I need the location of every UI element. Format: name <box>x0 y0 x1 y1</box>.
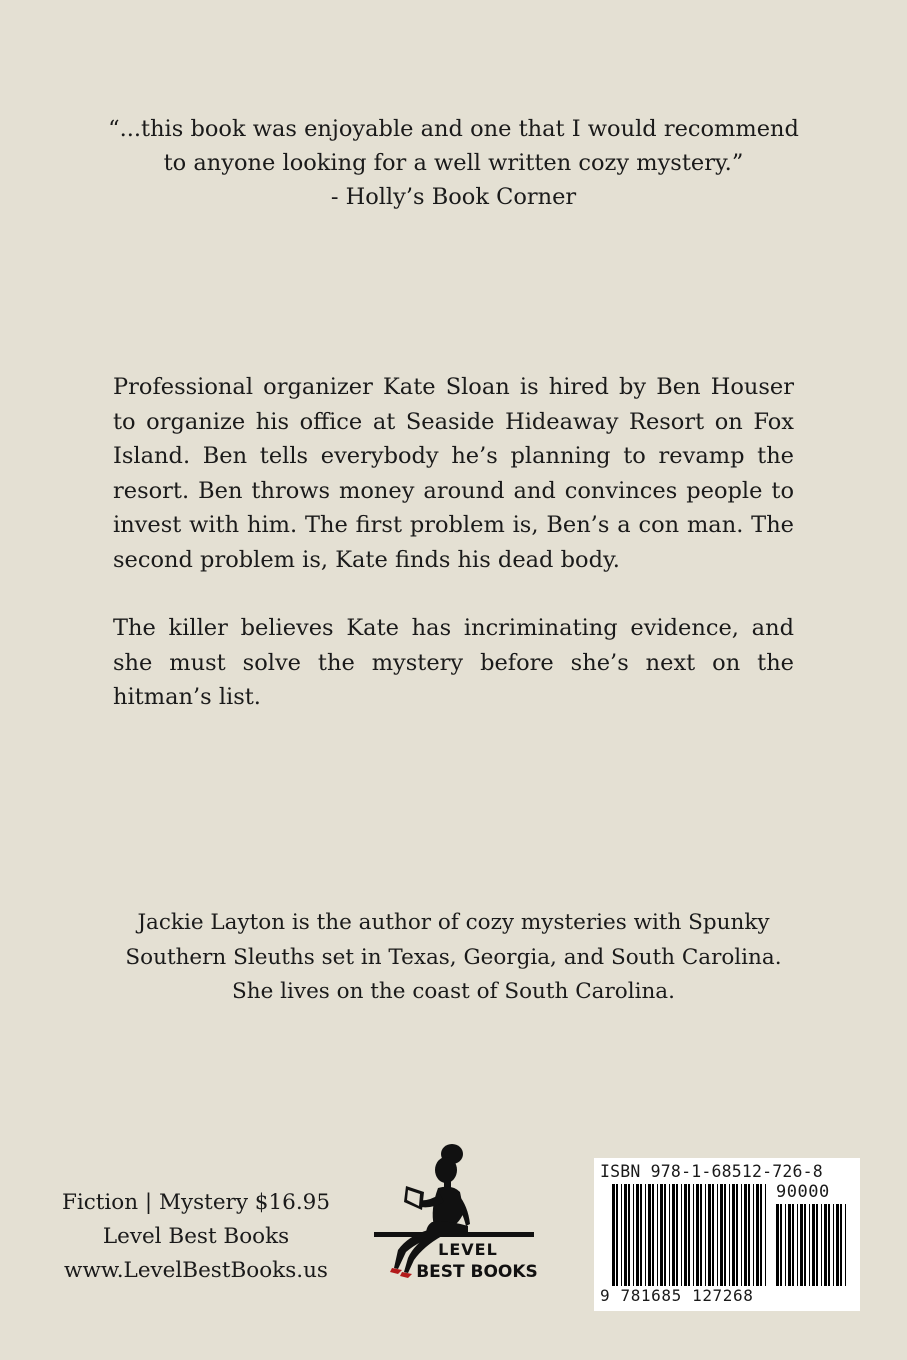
barcode-bar <box>621 1184 622 1286</box>
barcode-bar <box>804 1204 806 1286</box>
barcode-bar <box>792 1204 794 1286</box>
barcode-bar <box>660 1184 663 1286</box>
barcode-bar <box>821 1204 822 1286</box>
barcode-bar <box>720 1184 723 1286</box>
barcode-bar <box>669 1184 670 1286</box>
barcode-bar <box>696 1184 699 1286</box>
genre-price: Fiction | Mystery $16.95 <box>61 1190 331 1215</box>
barcode-bar <box>753 1184 754 1286</box>
barcode-bar <box>788 1204 791 1286</box>
level-best-books-logo <box>368 1140 540 1290</box>
logo-text-level: LEVEL <box>438 1240 498 1259</box>
barcode-bar <box>833 1204 834 1286</box>
barcode-bar <box>717 1184 718 1286</box>
barcode-bar <box>776 1204 779 1286</box>
barcode-bar <box>845 1204 846 1286</box>
barcode-bar <box>700 1184 702 1286</box>
barcode-bar <box>708 1184 711 1286</box>
barcode-bar <box>836 1204 839 1286</box>
barcode-bar <box>732 1184 735 1286</box>
author-bio-line-2: Southern Sleuths set in Texas, Georgia, and South Carolina. <box>125 944 782 970</box>
barcode-bar <box>724 1184 726 1286</box>
publisher-name: Level Best Books <box>102 1224 290 1249</box>
barcode-bar <box>612 1184 615 1286</box>
barcode-bar <box>812 1204 815 1286</box>
barcode-bar <box>672 1184 675 1286</box>
ean-digits: 9 781685 127268 <box>600 1286 754 1305</box>
barcode-bar <box>797 1204 798 1286</box>
publisher-website: www.LevelBestBooks.us <box>64 1258 328 1283</box>
blurb-paragraph-1: Professional organizer Kate Sloan is hired by Ben Houser to organize his office at Seaside Hideaway Resort on Fox Island. Ben tells everybody he’s planning to revamp the resort. Ben throws money around and convinces people to invest with him. The first problem is, Ben’s a con man. The second problem is, Kate finds his dead body. <box>113 374 794 573</box>
quote-line-1: “...this book was enjoyable and one that I would recommend <box>108 116 799 142</box>
publisher-info <box>40 1186 352 1288</box>
barcode-bar <box>640 1184 642 1286</box>
barcode-bar <box>652 1184 654 1286</box>
barcode-bar <box>816 1204 818 1286</box>
barcode-bar <box>648 1184 651 1286</box>
barcode-bar <box>624 1184 627 1286</box>
barcode-bar <box>824 1204 827 1286</box>
barcode-bar <box>681 1184 682 1286</box>
barcode-bar <box>840 1204 842 1286</box>
barcode-bar <box>780 1204 782 1286</box>
barcode-bar <box>828 1204 830 1286</box>
isbn-number: ISBN 978-1-68512-726-8 <box>600 1162 823 1181</box>
barcode-bar <box>693 1184 694 1286</box>
barcode-bar <box>765 1184 766 1286</box>
book-blurb <box>113 370 794 749</box>
barcode-bar <box>636 1184 639 1286</box>
barcode-bar <box>628 1184 630 1286</box>
quote-attribution: - Holly’s Book Corner <box>330 184 577 210</box>
review-quote <box>80 112 827 214</box>
barcode-bar <box>712 1184 714 1286</box>
barcode-bar <box>664 1184 666 1286</box>
barcode-bar <box>676 1184 678 1286</box>
logo-text-best-books: BEST BOOKS <box>416 1262 538 1282</box>
barcode-bar <box>657 1184 658 1286</box>
blurb-paragraph-2: The killer believes Kate has incriminating evidence, and she must solve the mystery before she’s next on the hitman’s list. <box>113 615 794 710</box>
barcode-bar <box>736 1184 738 1286</box>
price-code: 90000 <box>776 1182 830 1202</box>
author-bio-line-1: Jackie Layton is the author of cozy mysteries with Spunky <box>137 910 770 935</box>
barcode-bar <box>645 1184 646 1286</box>
quote-line-2: to anyone looking for a well written cozy mystery.” <box>163 150 744 176</box>
author-bio <box>80 906 827 1010</box>
barcode-bar <box>729 1184 730 1286</box>
barcode-bar <box>748 1184 750 1286</box>
barcode-bar <box>684 1184 687 1286</box>
barcode-bar <box>741 1184 742 1286</box>
author-bio-line-3: She lives on the coast of South Carolina. <box>232 979 675 1004</box>
barcode-bar <box>800 1204 803 1286</box>
barcode-bar <box>616 1184 618 1286</box>
barcode-bar <box>785 1204 786 1286</box>
barcode-bar <box>633 1184 634 1286</box>
barcode-bar <box>688 1184 690 1286</box>
barcode-bar <box>760 1184 762 1286</box>
barcode-bar <box>744 1184 747 1286</box>
isbn-barcode <box>594 1158 860 1311</box>
barcode-bar <box>809 1204 810 1286</box>
barcode-bar <box>756 1184 759 1286</box>
barcode-bar <box>705 1184 706 1286</box>
